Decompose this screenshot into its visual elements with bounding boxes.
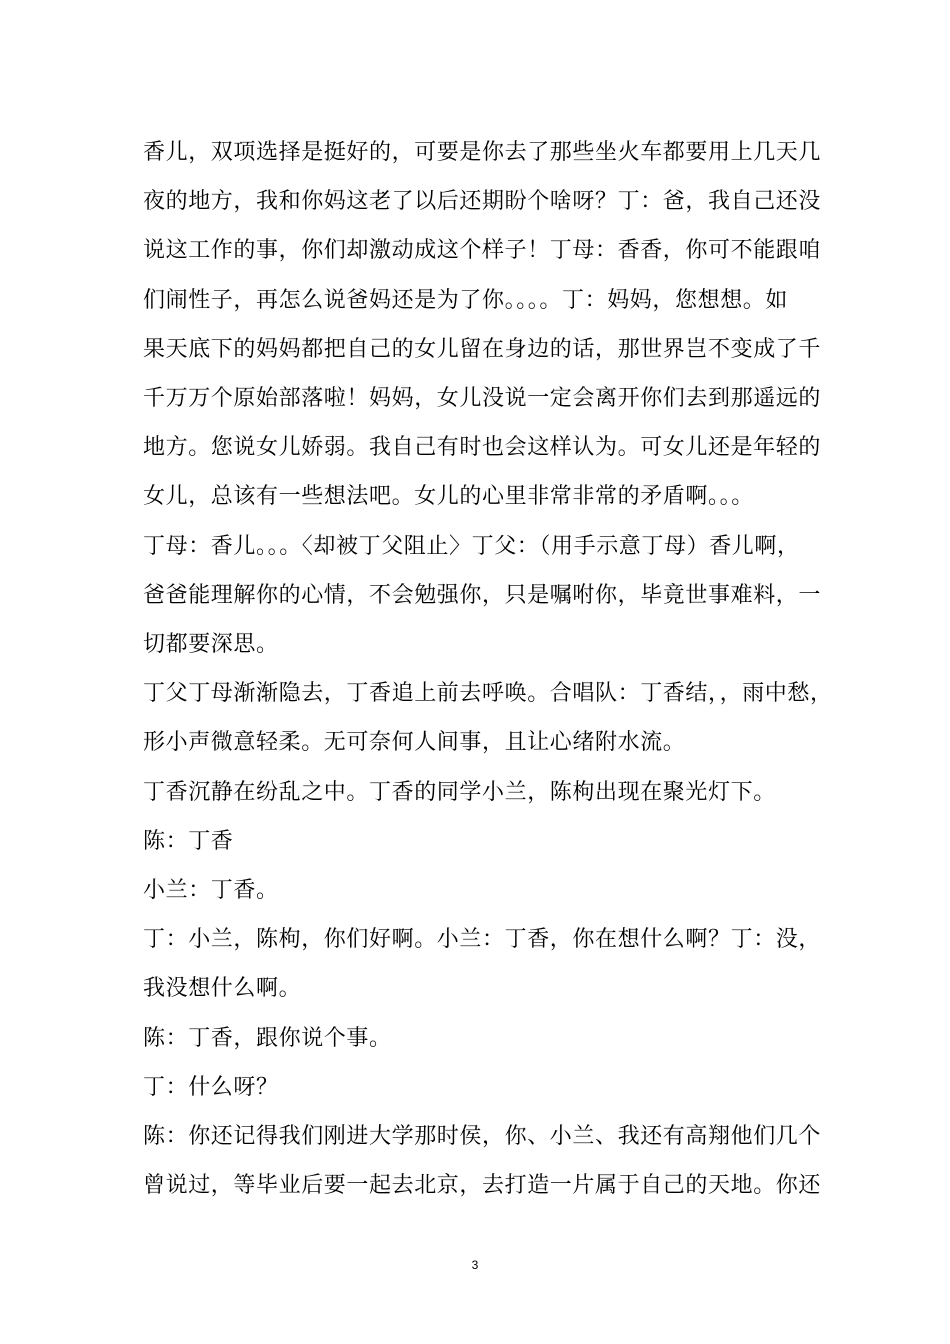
text-line: 爸爸能理解你的心情，不会勉强你，只是嘱咐你，毕竟世事难料，一 [143, 582, 822, 608]
text-line: 丁：什么呀？ [143, 1074, 279, 1100]
text-line: 丁：小兰，陈枸，你们好啊。小兰：丁香，你在想什么啊？丁：没， [143, 927, 822, 953]
text-line: 丁母：香儿。。。〈却被丁父阻止〉丁父：（用手示意丁母）香儿啊， [143, 533, 800, 559]
text-line: 香儿，双项选择是挺好的，可要是你去了那些坐火车都要用上几天几 [143, 140, 822, 165]
text-line: 夜的地方，我和你妈这老了以后还期盼个啥呀？丁：爸，我自己还没 [143, 189, 822, 215]
text-line: 丁父丁母渐渐隐去，丁香追上前去呼唤。合唱队：丁香结，，雨中愁， [143, 681, 833, 707]
text-line: 我没想什么啊。 [143, 976, 302, 1002]
document-body [143, 128, 833, 1210]
text-line: 说这工作的事，你们却激动成这个样子！丁母：香香，你可不能跟咱 [143, 238, 822, 264]
text-line: 曾说过，等毕业后要一起去北京，去打造一片属于自己的天地。你还 [143, 1173, 822, 1199]
text-line: 小兰：丁香。 [143, 878, 279, 904]
text-line: 丁香沉静在纷乱之中。丁香的同学小兰，陈枸出现在聚光灯下。 [143, 779, 776, 805]
text-line: 陈：丁香，跟你说个事。 [143, 1025, 392, 1051]
text-line: 们闹性子，再怎么说爸妈还是为了你。。。。丁：妈妈，您想想。如 [143, 287, 789, 313]
text-line: 千万万个原始部落啦！妈妈，女儿没说一定会离开你们去到那遥远的 [143, 386, 822, 412]
page-number: 3 [471, 1258, 479, 1272]
text-line: 果天底下的妈妈都把自己的女儿留在身边的话，那世界岂不变成了千 [143, 336, 822, 362]
text-line: 女儿，总该有一些想法吧。女儿的心里非常非常的矛盾啊。。。 [143, 484, 754, 510]
text-line: 切都要深思。 [143, 632, 279, 658]
text-line: 陈：你还记得我们刚进大学那时侯，你、小兰、我还有高翔他们几个 [143, 1124, 822, 1150]
text-line: 形小声微意轻柔。无可奈何人间事，且让心绪附水流。 [143, 730, 686, 756]
text-line: 地方。您说女儿娇弱。我自己有时也会这样认为。可女儿还是年轻的 [143, 435, 822, 461]
text-line: 陈：丁香 [143, 828, 234, 854]
